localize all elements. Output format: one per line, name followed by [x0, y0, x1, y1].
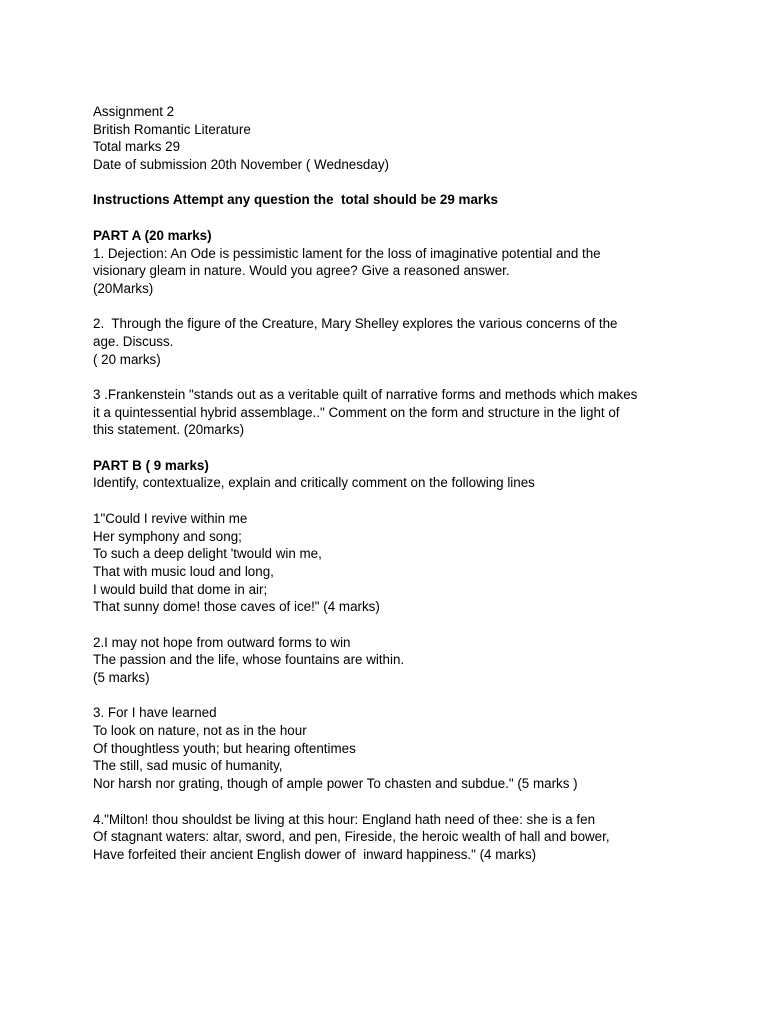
part-a-question-1: [93, 245, 693, 298]
course-title: British Romantic Literature: [93, 121, 251, 137]
question-line: ( 20 marks): [93, 351, 161, 367]
question-line: visionary gleam in nature. Would you agree? Give a reasoned answer.: [93, 263, 510, 279]
spacer: [93, 492, 693, 510]
quote-line: 2.I may not hope from outward forms to win: [93, 634, 351, 650]
spacer: [93, 209, 693, 227]
assignment-number: Assignment 2: [93, 104, 175, 119]
part-b-intro: Identify, contextualize, explain and critically comment on the following lines: [93, 475, 535, 491]
quote-line: The still, sad music of humanity,: [93, 758, 283, 774]
spacer: [93, 368, 693, 386]
quote-line: Her symphony and song;: [93, 528, 242, 544]
question-line: age. Discuss.: [93, 333, 174, 349]
part-b-question-1: [93, 510, 693, 616]
question-line: 2. Through the figure of the Creature, Mary Shelley explores the various concerns of the: [93, 316, 618, 332]
quote-line: To look on nature, not as in the hour: [93, 723, 307, 739]
quote-line: I would build that dome in air;: [93, 581, 268, 597]
part-a-question-3: [93, 386, 693, 439]
quote-line: That with music loud and long,: [93, 563, 274, 579]
part-b-question-3: [93, 704, 693, 792]
spacer: [93, 174, 693, 192]
quote-line: Nor harsh nor grating, though of ample power To chasten and subdue." (5 marks ): [93, 776, 578, 792]
quote-line: 4."Milton! thou shouldst be living at this hour: England hath need of thee: she is a fen: [93, 811, 596, 827]
part-a-question-2: [93, 315, 693, 368]
spacer: [93, 616, 693, 634]
quote-line: Of thoughtless youth; but hearing oftentimes: [93, 740, 356, 756]
part-b-heading: PART B ( 9 marks): [93, 457, 209, 473]
quote-line: 3. For I have learned: [93, 705, 217, 721]
question-line: it a quintessential hybrid assemblage.." Comment on the form and structure in the light of: [93, 404, 620, 420]
part-b-section: [93, 457, 693, 864]
question-line: 3 .Frankenstein "stands out as a veritable quilt of narrative forms and methods which makes: [93, 387, 638, 402]
document-page: [93, 103, 693, 864]
spacer: [93, 687, 693, 705]
quote-line: The passion and the life, whose fountains are within.: [93, 652, 405, 668]
question-line: (20Marks): [93, 280, 154, 296]
quote-line: 1"Could I revive within me: [93, 510, 248, 526]
quote-line: Of stagnant waters: altar, sword, and pen, Fireside, the heroic wealth of hall and bower,: [93, 829, 610, 845]
question-line: 1. Dejection: An Ode is pessimistic lament for the loss of imaginative potential and the: [93, 245, 601, 261]
quote-line: (5 marks): [93, 670, 150, 685]
spacer: [93, 439, 693, 457]
assignment-header: [93, 103, 693, 174]
part-b-question-4: [93, 811, 693, 864]
submission-date: Date of submission 20th November ( Wednesday): [93, 157, 389, 173]
part-a-section: [93, 227, 693, 439]
part-b-question-2: [93, 634, 693, 687]
quote-line: Have forfeited their ancient English dower of inward happiness." (4 marks): [93, 846, 537, 862]
part-a-heading: PART A (20 marks): [93, 227, 212, 243]
instructions: Instructions Attempt any question the total should be 29 marks: [93, 192, 499, 208]
spacer: [93, 793, 693, 811]
quote-line: That sunny dome! those caves of ice!" (4 marks): [93, 599, 380, 615]
spacer: [93, 298, 693, 316]
total-marks: Total marks 29: [93, 139, 181, 155]
quote-line: To such a deep delight 'twould win me,: [93, 546, 322, 562]
question-line: this statement. (20marks): [93, 422, 245, 438]
